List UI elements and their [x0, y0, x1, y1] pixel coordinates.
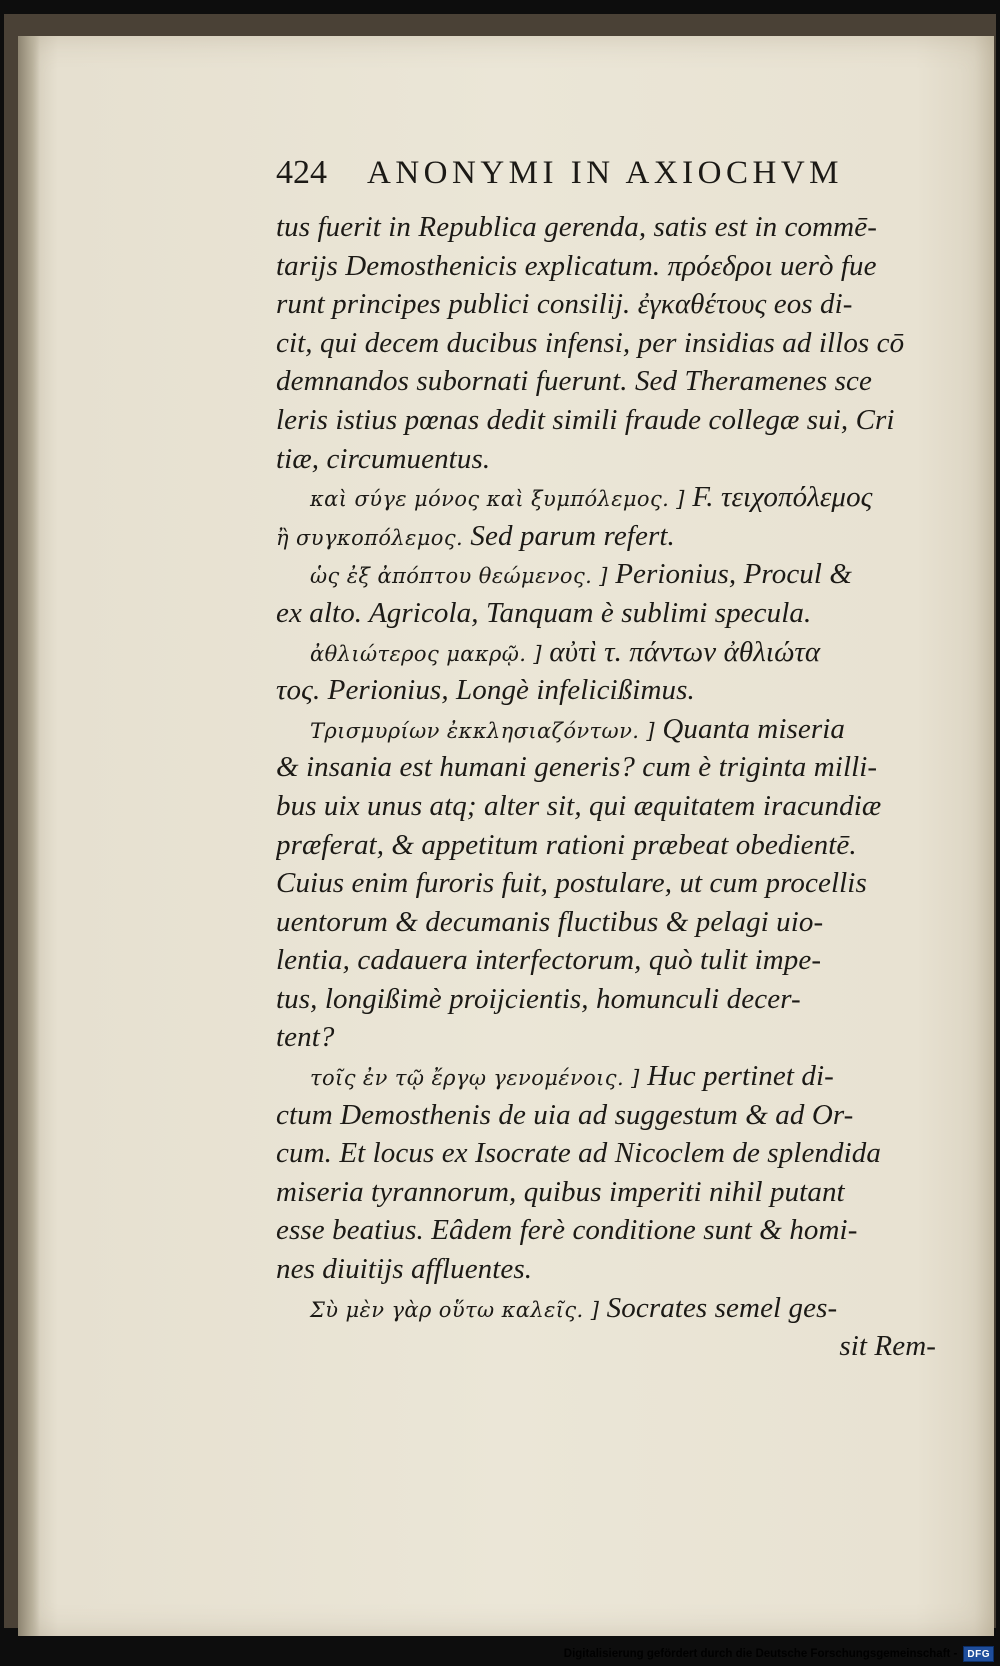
text-line: esse beatius. Eâdem ferè conditione sunt & homi-: [276, 1214, 858, 1247]
text-line: [276, 517, 936, 556]
text-line: tus, longißimè proijcientis, homunculi decer-: [276, 982, 801, 1015]
text-line: cum. Et locus ex Isocrate ad Nicoclem de splendida: [276, 1137, 881, 1170]
latin-commentary: αὐτὶ τ. πάντων ἀθλιώτα: [542, 635, 821, 668]
dfg-logo: DFG: [963, 1646, 994, 1662]
text-line: runt principes publici consilij. ἐγκαθέτους eos di-: [276, 288, 853, 321]
greek-lemma: τοῖς ἐν τῷ ἔργῳ γενομένοις. ]: [310, 1066, 640, 1091]
text-line: ex alto. Agricola, Tanquam è sublimi specula.: [276, 596, 812, 629]
text-line: leris istius pœnas dedit simili fraude collegæ sui, Cri: [276, 403, 895, 436]
text-line: [276, 478, 936, 517]
digitization-footer: [564, 1646, 994, 1662]
text-line: Cuius enim furoris fuit, postulare, ut cum procellis: [276, 867, 867, 900]
text-line: [276, 1057, 936, 1096]
page-spine-shadow: [18, 36, 40, 1636]
text-line: sit Rem-: [839, 1330, 936, 1363]
funding-credit: Digitalisierung gefördert durch die Deutsche Forschungsgemeinschaft -: [563, 1648, 958, 1660]
text-line: [276, 633, 936, 672]
text-line: [276, 1289, 936, 1328]
greek-lemma: ὡς ἐξ ἀπόπτου θεώμενος. ]: [310, 564, 608, 589]
latin-commentary: Huc pertinet di-: [639, 1060, 834, 1093]
text-lines: [276, 208, 936, 1366]
text-line: uentorum & decumanis fluctibus & pelagi uio-: [276, 905, 824, 938]
text-line: tus fuerit in Republica gerenda, satis est in commē-: [276, 211, 877, 243]
text-line: tiæ, circumuentus.: [276, 442, 491, 475]
text-line: miseria tyrannorum, quibus imperiti nihil putant: [276, 1175, 845, 1208]
text-line: demnandos subornati fuerunt. Sed Theramenes sce: [276, 365, 872, 398]
greek-lemma: ἀθλιώτερος μακρῷ. ]: [310, 641, 543, 666]
text-line: præferat, & appetitum rationi præbeat obedientē.: [276, 828, 857, 861]
latin-commentary: Perionius, Procul &: [607, 558, 853, 591]
text-line: tent?: [276, 1021, 335, 1054]
page-number: 424: [276, 154, 327, 191]
latin-commentary: Sed parum refert.: [463, 519, 675, 552]
text-line: [276, 710, 936, 749]
text-line: & insania est humani generis? cum è triginta milli-: [276, 751, 878, 784]
text-line: [276, 555, 936, 594]
text-line: bus uix unus atq; alter sit, qui æquitatem iracundiæ: [276, 789, 882, 822]
latin-commentary: F. τειχοπόλεμος: [684, 481, 873, 514]
running-title: ANONYMI IN AXIOCHVM: [367, 155, 843, 191]
text-line: τος. Perionius, Longè infelicißimus.: [276, 674, 695, 707]
greek-lemma: Σὺ μὲν γὰρ οὕτω καλεῖς. ]: [310, 1297, 600, 1322]
page-text-block: [276, 154, 936, 1366]
greek-lemma: ἢ συγκοπόλεμος.: [276, 525, 464, 550]
greek-lemma: καὶ σύγε μόνος καὶ ξυμπόλεμος. ]: [310, 487, 685, 512]
text-line: ctum Demosthenis de uia ad suggestum & ad Or-: [276, 1098, 854, 1131]
book-board: [4, 14, 996, 1628]
text-line: lentia, cadauera interfectorum, quò tulit impe-: [276, 944, 822, 977]
book-page: [18, 36, 994, 1636]
text-line: cit, qui decem ducibus infensi, per insidias ad illos cō: [276, 326, 905, 359]
running-head: [276, 154, 936, 208]
greek-lemma: Τρισμυρίων ἐκκλησιαζόντων. ]: [310, 718, 655, 743]
text-line: tarijs Demosthenicis explicatum. πρόεδροι uerò fue: [276, 249, 877, 282]
text-line: nes diuitijs affluentes.: [276, 1253, 533, 1286]
latin-commentary: Quanta miseria: [654, 712, 845, 745]
latin-commentary: Socrates semel ges-: [599, 1291, 838, 1324]
